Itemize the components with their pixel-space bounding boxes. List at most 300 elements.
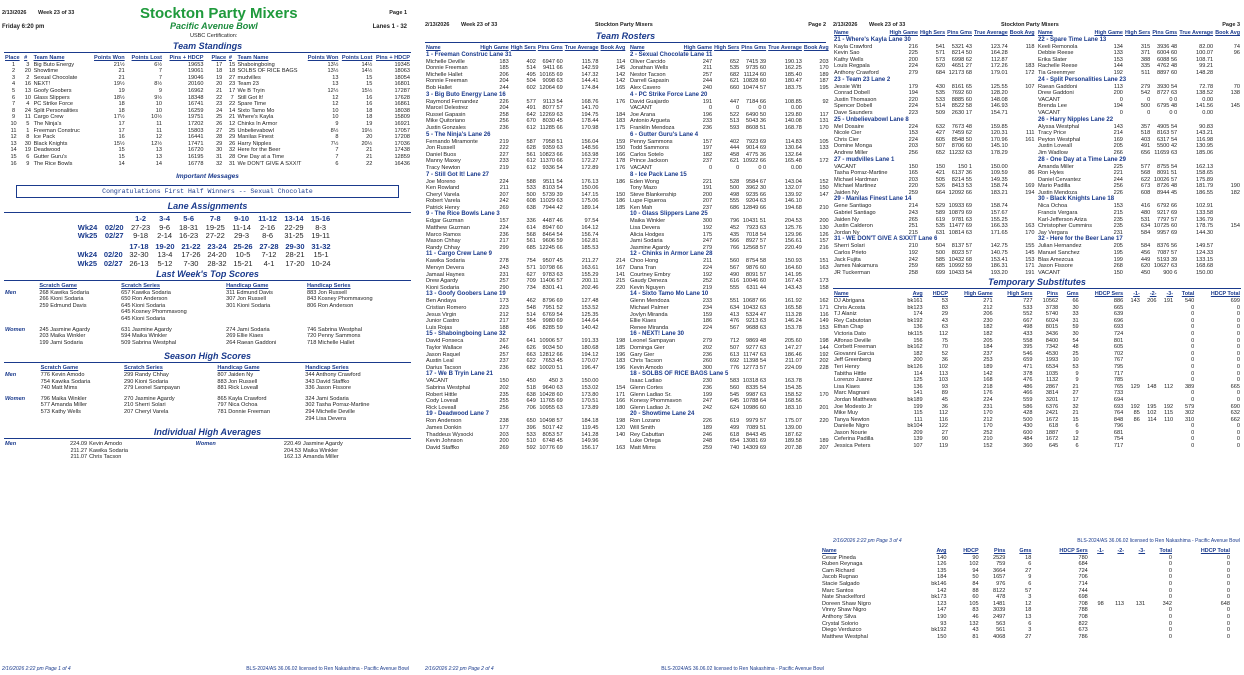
table-row: [629, 378, 830, 385]
table-row: [425, 125, 626, 132]
table-cell: 12: [155, 134, 163, 141]
table-cell: 215: [908, 229, 918, 236]
table-cell: David Guajardo: [630, 98, 669, 105]
table-cell: 4: [26, 101, 30, 108]
table-cell: 21: [229, 114, 236, 121]
table-cell: 192: [1113, 69, 1123, 76]
table-cell: 10: [155, 107, 163, 114]
table-cell: 216: [819, 244, 829, 251]
table-cell: [1089, 594, 1105, 601]
table-cell: 360: [1023, 443, 1033, 450]
table-cell: 447: [729, 98, 740, 105]
roster-table: [1037, 30, 1241, 276]
table-cell: 16720: [187, 147, 204, 154]
table-cell: 92: [822, 98, 829, 105]
table-cell: 10½: [151, 114, 163, 121]
table-cell: 535: [729, 65, 740, 72]
table-cell: [600, 232, 627, 239]
table-cell: 6: [1028, 561, 1032, 568]
table-row: [821, 634, 1231, 641]
table-cell: 204.53: [283, 447, 302, 454]
table-row: [629, 445, 830, 452]
table-cell: 652: [935, 149, 946, 156]
table-cell: Ben Andaya: [426, 298, 457, 305]
table-cell: 450: [526, 378, 536, 385]
table-cell: 342: [1162, 600, 1172, 607]
lane-cell: 17-20: [285, 258, 305, 268]
table-cell: 20: [216, 81, 223, 88]
table-row: [629, 345, 830, 352]
table-cell: 186: [615, 198, 626, 205]
table-row: [4, 327, 411, 334]
table-cell: 17: [118, 120, 125, 127]
page1-license: BLS-2024/AS 36.06.02 licensed to Ren Nakashima - Pacific Avenue Bowl: [246, 666, 409, 672]
table-cell: 1672: [1045, 436, 1059, 443]
table-cell: 258: [499, 111, 509, 118]
table-cell: 108.71: [1195, 56, 1214, 63]
table-cell: 628: [526, 145, 536, 152]
table-cell: 210 Sherri Solari: [123, 402, 166, 409]
table-row: [629, 325, 830, 332]
table-cell: 12: [1072, 436, 1079, 443]
table-cell: 142.59: [581, 65, 599, 72]
team-title: 13 - Goofy Goobers Lane 19: [426, 291, 506, 298]
table-cell: 592: [526, 444, 536, 451]
subs-title: Temporary Substitutes: [833, 277, 1241, 289]
table-cell: 7653 45: [542, 358, 563, 365]
table-cell: 780: [1078, 554, 1088, 561]
table-row: [425, 345, 626, 352]
table-cell: 6311 44: [746, 284, 767, 291]
table-cell: 17208: [394, 134, 410, 141]
team-title-row: [425, 132, 626, 139]
page2-date: 2/13/2026: [425, 22, 450, 28]
table-cell: 302 Tasha Porraz-Martine: [305, 402, 370, 409]
column-header: Scratch Game: [40, 365, 79, 372]
table-cell: Jacob Rugnao: [822, 574, 859, 581]
roster-header-row: [629, 45, 830, 52]
table-cell: 27: [216, 127, 223, 134]
table-cell: 252: [702, 278, 713, 285]
table-cell: 194: [908, 90, 918, 97]
table-cell: [803, 398, 830, 405]
table-cell: 244: [702, 78, 713, 85]
table-cell: 256: [908, 149, 918, 156]
table-cell: 0: [1191, 429, 1195, 436]
table-cell: 84: [972, 580, 979, 587]
table-cell: 0: [1226, 567, 1230, 574]
table-cell: 177: [499, 424, 509, 431]
table-cell: 600: [1023, 429, 1033, 436]
table-cell: 27: [1025, 633, 1032, 640]
table-row: [425, 59, 626, 66]
table-cell: [1157, 423, 1174, 430]
table-cell: 176: [615, 164, 626, 171]
table-cell: 25: [1072, 350, 1079, 357]
table-cell: Kawika Sodaria: [426, 258, 465, 265]
table-cell: 583: [729, 378, 740, 385]
table-row: [211, 134, 412, 141]
table-cell: [216, 416, 304, 423]
table-row: [833, 351, 1241, 358]
table-cell: 708: [1078, 613, 1088, 620]
table-cell: 797 Nica Ochoa: [217, 402, 258, 409]
table-cell: 224: [983, 396, 993, 403]
team-title: 23 - Team 23 Lane 2: [834, 76, 891, 83]
table-cell: Steve Blankenship: [630, 191, 677, 198]
table-cell: 0: [1191, 443, 1195, 450]
table-cell: 10879 69: [948, 210, 972, 217]
table-cell: 5324 47: [745, 311, 767, 318]
table-row: [4, 81, 205, 88]
table-row: [629, 78, 830, 85]
table-cell: 15: [1072, 416, 1079, 423]
table-cell: Alex Cavero: [630, 84, 661, 91]
table-cell: 201: [819, 404, 829, 411]
table-cell: Manuel Sanchez: [1038, 250, 1080, 257]
table-cell: 500: [1140, 103, 1151, 110]
table-row: [211, 88, 412, 95]
table-cell: 514: [935, 103, 946, 110]
table-cell: 207: [819, 444, 829, 451]
table-cell: [1105, 621, 1125, 628]
table-cell: 764: [1113, 410, 1124, 417]
table-cell: 214: [908, 203, 918, 210]
table-cell: 200: [913, 357, 923, 364]
column-header: Pins Gms: [537, 45, 563, 51]
table-cell: [1009, 150, 1036, 157]
table-row: [4, 141, 205, 148]
column-header: Name: [834, 30, 849, 36]
table-row: [4, 379, 411, 386]
table-cell: 714: [1078, 580, 1088, 587]
table-cell: 621: [729, 158, 740, 165]
table-cell: 395: [1023, 344, 1033, 351]
table-row: [629, 59, 830, 66]
table-cell: 150.00: [1195, 269, 1214, 276]
table-cell: 146.10: [784, 198, 802, 205]
table-cell: [803, 272, 830, 279]
table-cell: 0: [1168, 620, 1172, 627]
table-cell: 189.58: [784, 438, 802, 445]
table-cell: 33: [1072, 311, 1079, 318]
table-cell: 245 Jasmine Agardy: [39, 326, 91, 333]
table-cell: Mike Muy: [834, 410, 858, 417]
table-row: [629, 438, 830, 445]
team-title-row: [833, 196, 1036, 203]
table-row: [425, 78, 626, 85]
table-cell: [1214, 124, 1241, 131]
table-cell: 8077 57: [542, 105, 563, 112]
table-row: [1037, 124, 1241, 131]
table-cell: 26: [216, 120, 223, 127]
table-cell: 150.00: [990, 163, 1008, 170]
table-cell: 60: [972, 594, 979, 601]
table-cell: 561: [526, 238, 536, 245]
table-cell: 185.40: [784, 71, 802, 78]
table-cell: 148: [1147, 383, 1157, 390]
table-cell: 4: [11, 81, 16, 88]
table-cell: 10165 69: [539, 71, 563, 78]
table-cell: 0: [1226, 574, 1230, 581]
table-cell: 214: [1113, 130, 1123, 137]
table-cell: [1214, 230, 1241, 237]
table-row: [4, 372, 411, 379]
table-cell: 150: [937, 633, 947, 640]
table-cell: 3039: [992, 607, 1006, 614]
lanes-range: Lanes 1 - 32: [372, 24, 407, 30]
table-cell: 153.02: [581, 384, 599, 391]
table-row: [4, 134, 205, 141]
table-cell: 113: [939, 370, 948, 377]
table-row: [629, 218, 830, 225]
table-cell: 182: [1230, 189, 1240, 196]
table-cell: 692: [729, 358, 740, 365]
team-title-row: [629, 291, 830, 298]
table-row: [425, 432, 626, 439]
table-cell: 9979 57: [745, 418, 767, 425]
table-cell: 156: [913, 337, 923, 344]
table-cell: 119: [939, 443, 948, 450]
table-row: [4, 128, 205, 135]
table-cell: 227: [499, 151, 509, 158]
table-cell: 567: [729, 324, 740, 331]
column-header: -1-: [1133, 291, 1140, 298]
table-cell: 663: [526, 351, 536, 358]
table-cell: 170: [983, 423, 993, 430]
table-cell: 11659 63: [1154, 149, 1178, 156]
table-cell: 156.17: [581, 444, 599, 451]
table-cell: 72.78: [1199, 83, 1214, 90]
table-cell: Konesy Phommavon: [630, 398, 682, 405]
table-cell: 13½: [327, 68, 339, 75]
table-cell: 267: [499, 338, 509, 345]
table-cell: 220: [819, 418, 829, 425]
team-title: 2 - Sexual Chocolate Lane 11: [630, 51, 713, 58]
table-cell: 5: [26, 120, 30, 127]
page-1: [0, 0, 413, 675]
table-cell: 657 Kawika Sodaria: [121, 289, 171, 296]
column-header: True Average: [1179, 30, 1214, 36]
table-cell: 733: [1113, 390, 1124, 397]
table-cell: Jim Wadlow: [1038, 149, 1068, 156]
table-cell: Maika Winkler: [630, 218, 666, 225]
table-cell: 111: [1026, 130, 1035, 137]
table-cell: 17287: [394, 87, 410, 94]
table-cell: 115: [1164, 410, 1174, 417]
table-cell: 6: [1075, 423, 1079, 430]
table-row: [1037, 217, 1241, 224]
table-cell: 9688 63: [745, 324, 767, 331]
table-cell: 0: [1191, 436, 1195, 443]
lane-cell: 29-3: [234, 231, 250, 241]
table-cell: 11: [156, 127, 163, 134]
table-cell: Deadwood: [33, 147, 61, 154]
table-cell: 619: [935, 216, 946, 223]
team-title: 9 - The Rice Bowls Lane 3: [426, 211, 500, 218]
lane-grid-2: [74, 243, 334, 269]
table-row: [629, 352, 830, 359]
table-cell: [1089, 555, 1105, 562]
table-row: [211, 128, 412, 135]
table-row: [629, 72, 830, 79]
table-cell: 196: [615, 351, 626, 358]
table-cell: 194.12: [581, 351, 599, 358]
table-cell: VACANT: [1038, 109, 1061, 116]
table-row: [425, 139, 626, 146]
column-header: Points Lost: [131, 55, 163, 61]
table-cell: 205: [1113, 243, 1123, 250]
table-row: [821, 574, 1231, 581]
table-cell: 14: [229, 107, 236, 114]
table-cell: 175: [702, 231, 713, 238]
table-cell: 158.74: [990, 183, 1008, 190]
table-cell: 656: [1140, 149, 1151, 156]
team-title-row: [833, 117, 1036, 124]
column-header: HDCP Sers: [1094, 291, 1124, 298]
table-cell: [600, 225, 627, 232]
table-cell: 136.79: [1195, 216, 1214, 223]
table-cell: 16: [366, 94, 373, 101]
table-cell: 696: [1113, 317, 1124, 324]
table-row: [425, 192, 626, 199]
table-cell: 231: [499, 271, 509, 278]
table-cell: 11: [156, 120, 163, 127]
table-cell: 15803: [187, 127, 204, 134]
table-cell: 12064 69: [539, 84, 563, 91]
table-cell: [1009, 50, 1036, 57]
table-cell: 143: [1130, 298, 1140, 304]
table-cell: 9277 63: [745, 344, 767, 351]
table-cell: Tia Greenmyer: [1038, 69, 1076, 76]
table-row: [629, 365, 830, 372]
lane-cell: 5-12: [157, 258, 173, 268]
table-row: [629, 425, 830, 432]
table-row: [1037, 44, 1241, 51]
table-cell: 205.60: [784, 338, 802, 345]
lane-assignments-title: Lane Assignments: [4, 201, 411, 213]
table-cell: 476: [1023, 377, 1033, 384]
table-cell: 0: [1226, 607, 1230, 614]
table-cell: 16: [24, 81, 31, 88]
table-cell: 195: [1113, 250, 1123, 257]
table-row: [211, 95, 412, 102]
table-cell: 433: [1023, 330, 1033, 337]
page1-footer: 2/16/2026 2:22 pm Page 1 of 4: [2, 666, 71, 672]
table-cell: 1132: [1046, 377, 1059, 384]
table-cell: 233: [499, 158, 509, 165]
table-cell: 124.33: [1195, 250, 1214, 257]
table-cell: 25: [229, 127, 236, 134]
column-header: HDCP: [932, 291, 948, 298]
table-cell: 207 Cheryl Varela: [123, 409, 169, 415]
table-cell: 192: [702, 271, 713, 278]
table-cell: [1141, 377, 1158, 384]
table-cell: 1887: [1045, 429, 1059, 436]
table-cell: Jason Nourie: [834, 429, 867, 436]
table-cell: 17202: [187, 120, 204, 127]
table-cell: 163: [615, 444, 626, 451]
table-row: [629, 139, 830, 146]
table-cell: 129.80: [784, 111, 802, 118]
table-cell: 8413 53: [951, 183, 972, 190]
table-cell: 389: [1184, 383, 1195, 390]
table-row: [833, 230, 1036, 237]
table-row: [833, 423, 1241, 430]
table-cell: 15: [118, 153, 125, 160]
column-header: Handicap Game: [217, 365, 260, 372]
table-cell: 18038: [394, 107, 410, 114]
table-cell: 665: [1230, 383, 1240, 390]
table-cell: 6088 56: [1156, 56, 1178, 63]
table-cell: 10814 63: [948, 229, 972, 236]
table-cell: 649: [526, 398, 536, 405]
table-cell: 139.00: [784, 424, 802, 431]
table-cell: [803, 198, 830, 205]
table-cell: 510: [526, 438, 536, 445]
table-cell: 702: [1113, 350, 1124, 357]
table-cell: [1009, 203, 1036, 210]
table-cell: 8706 60: [951, 143, 972, 150]
table-cell: 17: [229, 87, 236, 94]
table-row: [833, 124, 1036, 131]
table-row: [1037, 84, 1241, 91]
table-cell: 638: [526, 391, 536, 398]
table-cell: Drew Agardy: [426, 278, 459, 285]
table-cell: 9980 69: [542, 318, 563, 325]
table-cell: 402: [729, 138, 740, 145]
table-row: [833, 70, 1036, 77]
lane-cell: 15-1: [313, 250, 329, 260]
column-header: Points Won: [307, 55, 339, 61]
table-row: [425, 392, 626, 399]
table-cell: 19: [216, 74, 223, 81]
page3-license: BLS-2024/AS 36.06.02 licensed to Ren Nakashima - Pacific Avenue Bowl: [1077, 538, 1240, 544]
table-cell: 0 0: [758, 164, 767, 171]
table-cell: 645: [729, 398, 740, 405]
table-cell: 724: [1078, 567, 1088, 574]
table-cell: 396: [526, 424, 536, 431]
table-cell: 93: [941, 383, 948, 390]
column-header: Pins: [994, 548, 1006, 554]
column-header: Avg: [912, 291, 923, 298]
table-cell: Goofy Goobers: [33, 87, 72, 94]
table-cell: 645 Kioni Sodaria: [121, 302, 166, 309]
table-cell: 183: [615, 118, 626, 125]
table-cell: [1009, 110, 1036, 117]
table-cell: Michael Palmer: [630, 305, 669, 311]
table-cell: 3201: [1045, 396, 1059, 403]
table-row: [629, 278, 830, 285]
table-cell: 200: [819, 218, 829, 225]
table-row: [1037, 270, 1241, 277]
table-cell: [1141, 436, 1158, 443]
table-cell: 18½: [113, 94, 125, 101]
table-row: [425, 438, 626, 445]
lane-cell: 02/20: [103, 250, 123, 260]
table-cell: 641: [526, 338, 536, 345]
table-cell: 3936 48: [1156, 43, 1178, 50]
table-cell: 23: [229, 81, 236, 88]
table-cell: 2529: [992, 554, 1006, 561]
team-title-row: [1037, 196, 1241, 203]
table-cell: 7: [11, 101, 16, 108]
table-cell: 19061: [187, 68, 204, 75]
table-cell: [1157, 390, 1174, 397]
table-cell: 765: [1113, 383, 1124, 390]
table-cell: [803, 385, 830, 392]
table-cell: [1089, 607, 1105, 614]
